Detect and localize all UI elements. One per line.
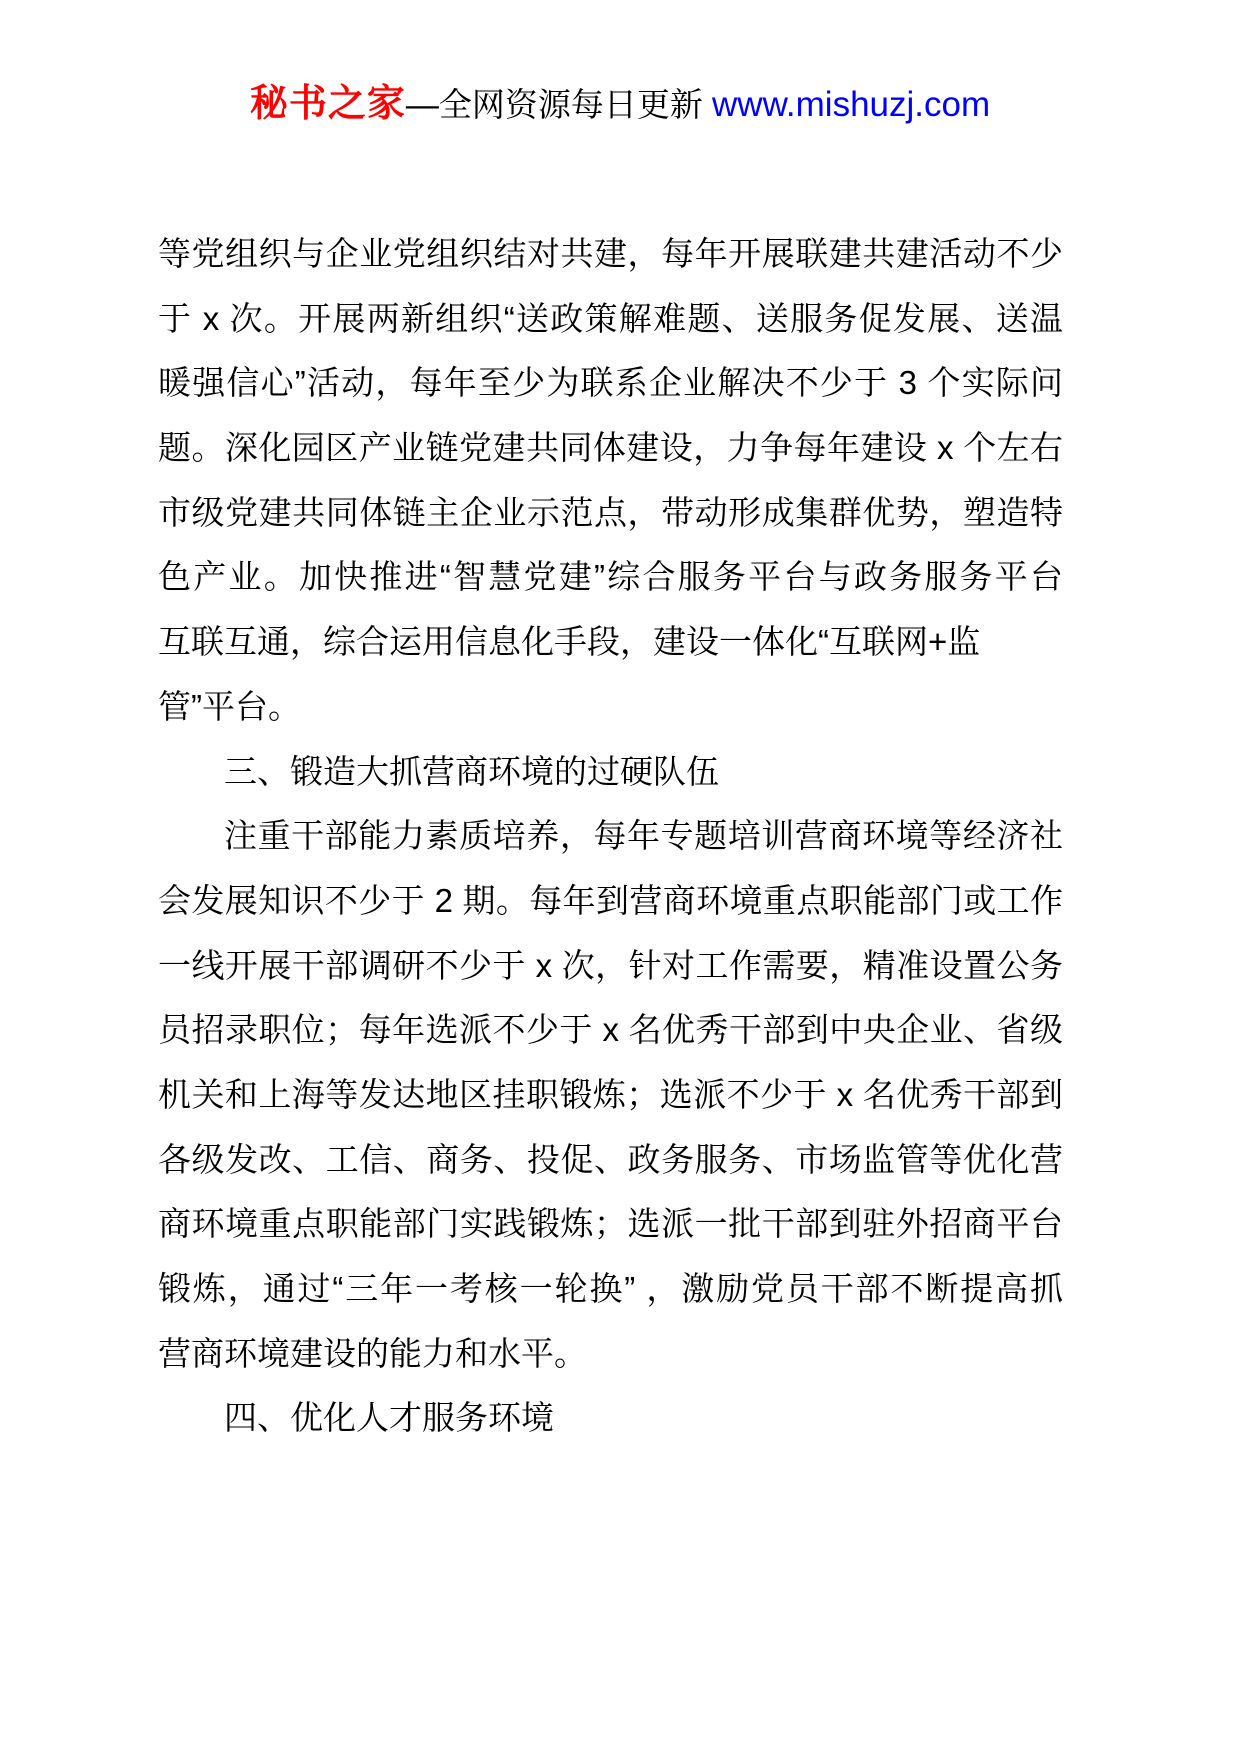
text-line: 一线开展干部调研不少于 x 次，针对工作需要，精准设置公务 [158,946,1063,984]
document-body [158,222,1063,1451]
text-line: 营商环境建设的能力和水平。 [158,1334,587,1372]
text-line: 暖强信心”活动，每年至少为联系企业解决不少于 3 个实际问 [158,364,1063,402]
text-line: 色产业。加快推进“智慧党建”综合服务平台与政务服务平台 [158,558,1063,596]
section-heading: 三、锻造大抓营商环境的过硬队伍 [224,752,719,790]
text-line: 市级党建共同体链主企业示范点，带动形成集群优势，塑造特 [158,493,1063,531]
site-name: 秘书之家 [249,83,406,125]
text-line: 员招录职位；每年选派不少于 x 名优秀干部到中央企业、省级 [158,1011,1063,1049]
section-heading: 四、优化人才服务环境 [224,1399,554,1437]
site-header [0,82,1240,134]
text-line: 会发展知识不少于 2 期。每年到营商环境重点职能部门或工作 [158,881,1063,919]
text-line: 于 x 次。开展两新组织“送政策解难题、送服务促发展、送温 [158,299,1063,337]
text-line: 管”平台。 [158,687,301,725]
site-url: www.mishuzj.com [712,85,991,124]
text-line: 题。深化园区产业链党建共同体建设，力争每年建设 x 个左右 [158,429,1063,467]
site-tagline: —全网资源每日更新 [405,86,713,123]
text-line: 各级发改、工信、商务、投促、政务服务、市场监管等优化营 [158,1140,1063,1178]
text-line: 机关和上海等发达地区挂职锻炼；选派不少于 x 名优秀干部到 [158,1075,1063,1113]
text-line: 等党组织与企业党组织结对共建，每年开展联建共建活动不少 [158,235,1063,272]
text-line: 互联互通，综合运用信息化手段，建设一体化“互联网+监 [158,623,981,661]
text-line: 商环境重点职能部门实践锻炼；选派一批干部到驻外招商平台 [158,1205,1063,1243]
text-line: 注重干部能力素质培养，每年专题培训营商环境等经济社 [224,817,1063,855]
text-line: 锻炼，通过“三年一考核一轮换” ，激励党员干部不断提高抓 [158,1270,1063,1307]
